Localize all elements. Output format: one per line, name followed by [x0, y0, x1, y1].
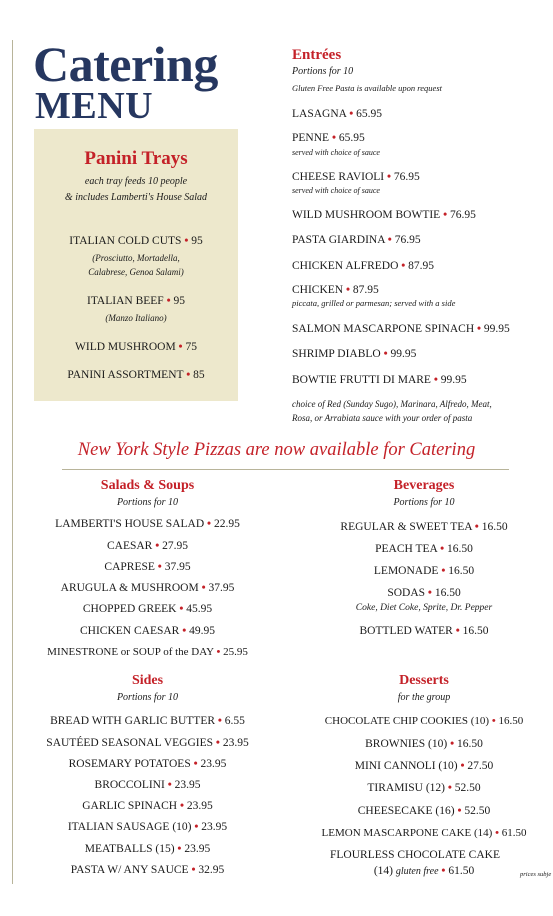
dessert-flourless-cake-detail: (14) gluten free • 61.50 — [373, 865, 475, 877]
entree-item-wild-mushroom-bowtie: WILD MUSHROOM BOWTIE • 76.95 — [292, 209, 476, 221]
panini-heading: Panini Trays — [84, 148, 188, 169]
entrees-sauce-note-1: choice of Red (Sunday Sugo), Marinara, Alfredo, Meat, — [292, 399, 492, 409]
desserts-heading: Desserts — [399, 673, 449, 688]
salad-item-chopped-greek: CHOPPED GREEK • 45.95 — [82, 603, 213, 615]
side-item-italian-sausage: ITALIAN SAUSAGE (10) • 23.95 — [67, 821, 228, 833]
salad-item-arugula-mushroom: ARUGULA & MUSHROOM • 37.95 — [60, 582, 235, 594]
salad-item-minestrone: MINESTRONE or SOUP of the DAY • 25.95 — [47, 646, 248, 658]
salad-item-house-salad: LAMBERTI'S HOUSE SALAD • 22.95 — [55, 518, 240, 530]
side-item-broccolini: BROCCOLINI • 23.95 — [94, 779, 201, 791]
entrees-heading: Entrées — [292, 47, 342, 63]
sides-heading: Sides — [131, 673, 164, 688]
left-border-rule — [12, 40, 13, 884]
entree-item-cheese-ravioli: CHEESE RAVIOLI • 76.95 — [292, 171, 420, 183]
dessert-item-mini-cannoli: MINI CANNOLI (10) • 27.50 — [354, 760, 494, 772]
entree-ravioli-desc: served with choice of sauce — [292, 186, 380, 195]
entrees-note-portions: Portions for 10 — [292, 66, 354, 77]
entree-item-chicken-alfredo: CHICKEN ALFREDO • 87.95 — [292, 260, 435, 272]
entree-chicken-desc: piccata, grilled or parmesan; served with a side — [292, 298, 456, 308]
dessert-item-tiramisu: TIRAMISU (12) • 52.50 — [367, 782, 481, 794]
panini-cold-cuts-desc-2: Calabrese, Genoa Salami) — [88, 267, 184, 277]
salad-item-caesar: CAESAR • 27.95 — [106, 540, 189, 552]
panini-item-italian-cold-cuts: ITALIAN COLD CUTS • 95 — [69, 235, 203, 247]
panini-note-salad: & includes Lamberti's House Salad — [64, 192, 208, 203]
side-item-pasta-any-sauce: PASTA W/ ANY SAUCE • 32.95 — [70, 864, 225, 876]
prices-footnote: prices subje — [520, 871, 552, 878]
beverage-item-sodas: SODAS • 16.50 — [387, 587, 461, 599]
panini-note-feeds: each tray feeds 10 people — [84, 176, 188, 187]
dessert-item-cheesecake: CHEESECAKE (16) • 52.50 — [357, 805, 491, 817]
panini-item-italian-beef: ITALIAN BEEF • 95 — [87, 295, 185, 307]
salads-note: Portions for 10 — [116, 497, 179, 508]
desserts-note: for the group — [397, 692, 451, 703]
entree-item-lasagna: LASAGNA • 65.95 — [292, 108, 382, 120]
dessert-item-flourless-cake: FLOURLESS CHOCOLATE CAKE — [330, 849, 500, 861]
panini-item-wild-mushroom: WILD MUSHROOM • 75 — [75, 341, 197, 353]
beverage-item-lemonade: LEMONADE • 16.50 — [373, 565, 475, 577]
entree-item-bowtie-frutti-di-mare: BOWTIE FRUTTI DI MARE • 99.95 — [292, 374, 467, 386]
panini-item-assortment: PANINI ASSORTMENT • 85 — [67, 369, 205, 381]
salad-item-caprese: CAPRESE • 37.95 — [104, 561, 191, 573]
dessert-item-lemon-mascarpone-cake: LEMON MASCARPONE CAKE (14) • 61.50 — [321, 827, 527, 839]
panini-cold-cuts-desc-1: (Prosciutto, Mortadella, — [92, 253, 180, 263]
entrees-note-gluten-free: Gluten Free Pasta is available upon request — [292, 83, 442, 93]
beverages-note: Portions for 10 — [393, 497, 455, 508]
entree-penne-desc: served with choice of sauce — [292, 148, 380, 157]
sides-note: Portions for 10 — [116, 692, 179, 703]
salads-heading: Salads & Soups — [100, 478, 195, 493]
menu-title-menu: MENU — [35, 85, 154, 127]
beverage-sodas-desc: Coke, Diet Coke, Sprite, Dr. Pepper — [355, 603, 493, 613]
banner-divider — [62, 469, 509, 470]
entree-item-shrimp-diablo: SHRIMP DIABLO • 99.95 — [292, 348, 417, 360]
entree-item-pasta-giardina: PASTA GIARDINA • 76.95 — [292, 234, 421, 246]
side-item-garlic-spinach: GARLIC SPINACH • 23.95 — [82, 800, 213, 812]
entree-item-chicken: CHICKEN • 87.95 — [292, 284, 379, 296]
side-item-meatballs: MEATBALLS (15) • 23.95 — [84, 843, 211, 855]
beverages-heading: Beverages — [393, 478, 455, 493]
panini-beef-desc: (Manzo Italiano) — [105, 313, 167, 323]
beverage-item-tea: REGULAR & SWEET TEA • 16.50 — [340, 521, 508, 533]
beverage-item-bottled-water: BOTTLED WATER • 16.50 — [359, 625, 489, 637]
entree-item-penne: PENNE • 65.95 — [292, 132, 365, 144]
menu-title-catering: Catering — [33, 36, 218, 92]
entree-item-salmon-mascarpone-spinach: SALMON MASCARPONE SPINACH • 99.95 — [292, 323, 510, 335]
beverage-item-peach-tea: PEACH TEA • 16.50 — [375, 543, 473, 555]
side-item-garlic-bread: BREAD WITH GARLIC BUTTER • 6.55 — [50, 715, 245, 727]
dessert-item-brownies: BROWNIES (10) • 16.50 — [365, 738, 483, 750]
entrees-sauce-note-2: Rosa, or Arrabiata sauce with your order of pasta — [292, 413, 473, 423]
salad-item-chicken-caesar: CHICKEN CAESAR • 49.95 — [79, 625, 215, 637]
side-item-sauteed-veggies: SAUTÉED SEASONAL VEGGIES • 23.95 — [46, 737, 249, 749]
dessert-item-cookies: CHOCOLATE CHIP COOKIES (10) • 16.50 — [324, 715, 524, 727]
pizza-banner: New York Style Pizzas are now available for Catering — [77, 440, 476, 460]
side-item-rosemary-potatoes: ROSEMARY POTATOES • 23.95 — [68, 758, 227, 770]
